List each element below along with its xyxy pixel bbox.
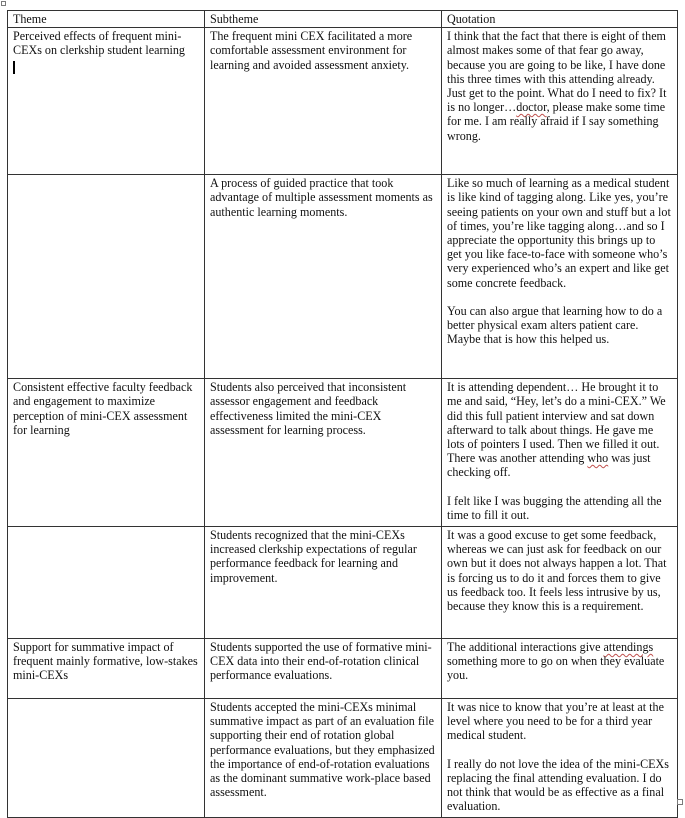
subtheme-cell[interactable] — [205, 699, 442, 818]
table-header-row — [8, 11, 678, 28]
themes-table — [7, 10, 678, 818]
table-row — [8, 527, 678, 639]
quotation-cell[interactable] — [442, 639, 678, 699]
spelling-flag: doctor — [516, 100, 547, 115]
quotation-text: Like so much of learning as a medical student is like kind of tagging along. Like yes, you’re seeing patients on your own and stuff but a lot of times, you’re like tagging along…and so I appreciate the opportunity this brings up to get you like face-to-face with someone who’s very experienced who’s an expert and like get some concrete feedback. — [447, 176, 671, 290]
table-row — [8, 379, 678, 527]
header-quotation: Quotation — [442, 11, 678, 28]
subtheme-cell[interactable] — [205, 175, 442, 379]
quotation-cell[interactable] — [442, 175, 678, 379]
subtheme-cell[interactable] — [205, 639, 442, 699]
subtheme-text: A process of guided practice that took advantage of multiple assessment moments as authentic learning moments. — [210, 176, 433, 219]
quotation-text: The additional interactions give attendings something more to go on when they evaluate you. — [447, 640, 665, 683]
header-subtheme: Subtheme — [205, 11, 442, 28]
quotation-cell[interactable] — [442, 699, 678, 818]
subtheme-text: The frequent mini CEX facilitated a more comfortable assessment environment for learning and avoided assessment anxiety. — [210, 29, 413, 72]
quotation-text: It was nice to know that you’re at least at the level where you need to be for a third year medical student. — [447, 700, 664, 743]
quotation-text: You can also argue that learning how to do a better physical exam alters patient care. Maybe that is how this helped us. — [447, 303, 663, 347]
quotation-text: It is attending dependent… He brought it to me and said, “Hey, let’s do a mini-CEX.” We did this full patient interview and sat down afterward to talk about things. He gave me lots of pointers I used. Then we filled it out. There was another attending who was just checking off. — [447, 380, 666, 480]
subtheme-text: Students accepted the mini-CEXs minimal summative impact as part of an evaluation file supporting their end of rotation global performance evaluations, but they emphasized the importance of end-of-rotation evaluations as the dominant summative work-place based assessment. — [210, 700, 435, 800]
theme-text: Support for summative impact of frequent mainly formative, low-stakes mini-CEXs — [13, 640, 198, 683]
quotation-text: I think that the fact that there is eight of them almost makes some of that fear go away, because you are going to be like, I have done this three times with this attending already. Just get to the point. What do I need to fix? It is no longer…doctor, please make some time for me. I am really afraid if I say something wrong. — [447, 29, 667, 143]
subtheme-cell[interactable] — [205, 379, 442, 527]
text-cursor — [13, 61, 15, 74]
subtheme-cell[interactable] — [205, 527, 442, 639]
table-row — [8, 639, 678, 699]
subtheme-text: Students recognized that the mini-CEXs increased clerkship expectations of regular performance feedback for learning and improvement. — [210, 528, 417, 585]
table-row — [8, 28, 678, 175]
quotation-text: I really do not love the idea of the mini-CEXs replacing the final attending evaluation. I do not think that would be as effective as a final evaluation. — [447, 756, 669, 814]
table-resize-handle[interactable] — [677, 799, 683, 805]
theme-cell[interactable] — [8, 175, 205, 379]
theme-cell[interactable] — [8, 699, 205, 818]
theme-cell[interactable] — [8, 639, 205, 699]
quotation-cell[interactable] — [442, 379, 678, 527]
table-row — [8, 175, 678, 379]
quotation-cell[interactable] — [442, 28, 678, 175]
quotation-text: I felt like I was bugging the attending all the time to fill it out. — [447, 493, 662, 522]
header-theme: Theme — [8, 11, 205, 28]
theme-text: Consistent effective faculty feedback and engagement to maximize perception of mini-CEX assessment for learning — [13, 380, 193, 437]
spelling-flag: who — [587, 451, 609, 466]
subtheme-text: Students also perceived that inconsistent assessor engagement and feedback effectiveness limited the mini-CEX assessment for learning process. — [210, 380, 407, 437]
theme-cell[interactable] — [8, 28, 205, 175]
subtheme-cell[interactable] — [205, 28, 442, 175]
quotation-cell[interactable] — [442, 527, 678, 639]
theme-cell[interactable] — [8, 379, 205, 527]
table-row — [8, 699, 678, 818]
theme-text: Perceived effects of frequent mini-CEXs on clerkship student learning — [13, 29, 185, 58]
table-move-handle[interactable] — [1, 1, 6, 6]
subtheme-text: Students supported the use of formative mini-CEX data into their end-of-rotation clinical performance evaluations. — [210, 640, 432, 683]
quotation-text: It was a good excuse to get some feedback, whereas we can just ask for feedback on our own but it does not always happen a lot. That is forcing us to do it and forces them to give us feedback too. It feels less intrusive by us, because they know this is a requirement. — [447, 528, 667, 614]
theme-cell[interactable] — [8, 527, 205, 639]
spelling-flag: attendings — [603, 640, 654, 655]
